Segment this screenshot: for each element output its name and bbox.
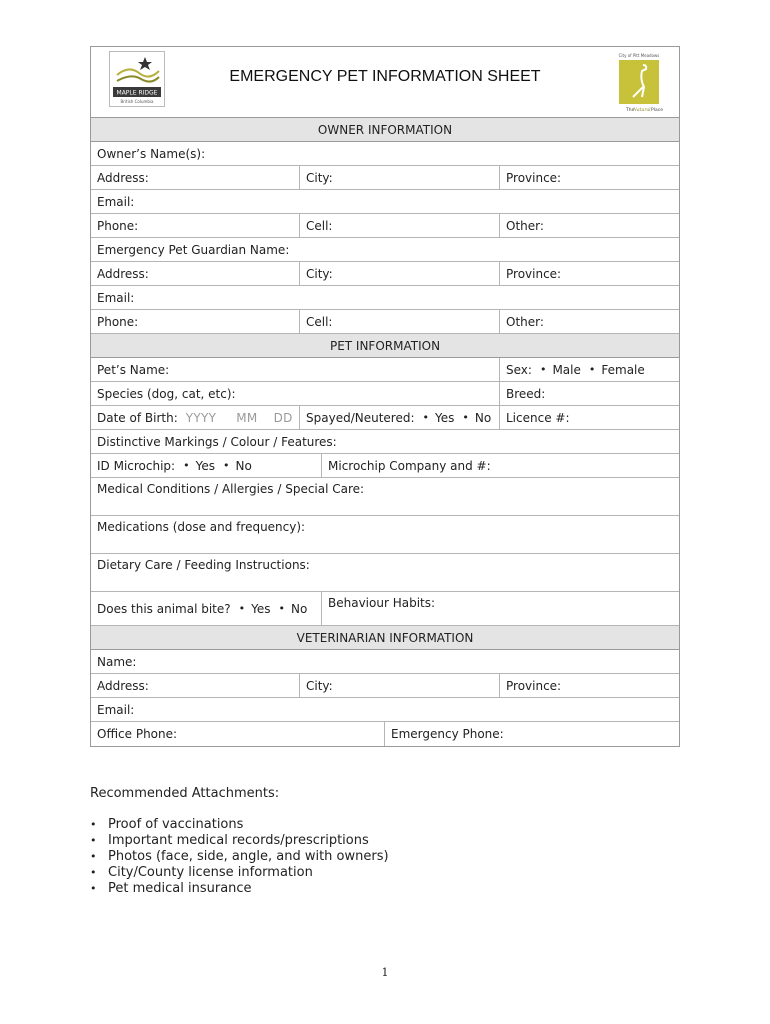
guardian-cell-field[interactable]: Cell: <box>300 310 500 333</box>
owner-section-heading: OWNER INFORMATION <box>91 118 679 142</box>
bullet-icon: • <box>90 818 97 831</box>
vet-emergency-phone-field[interactable]: Emergency Phone: <box>391 727 504 741</box>
sex-label: Sex: <box>506 362 532 377</box>
spayed-field <box>300 406 500 429</box>
logo-left-line1: MAPLE RIDGE <box>116 89 158 97</box>
logo-right-bottom-2: Natural <box>633 108 651 113</box>
pitt-meadows-logo <box>613 51 665 113</box>
medical-conditions-field[interactable]: Medical Conditions / Allergies / Special Care: <box>97 482 365 496</box>
bite-yes-checkbox[interactable]: • <box>238 602 246 615</box>
vet-address-field[interactable]: Address: <box>91 674 300 697</box>
microchip-label: ID Microchip: <box>97 458 176 473</box>
spayed-yes-checkbox[interactable]: • <box>422 411 429 424</box>
attachment-text: City/County license information <box>108 865 313 880</box>
chip-no-checkbox[interactable]: • <box>222 459 230 472</box>
owner-province-field[interactable]: Province: <box>506 170 562 185</box>
guardian-phone-field[interactable]: Phone: <box>91 310 300 333</box>
owner-city-field[interactable]: City: <box>300 166 500 189</box>
logo-right-top: City of Pitt Meadows <box>618 53 660 58</box>
recommended-attachments <box>90 786 680 897</box>
licence-field[interactable]: Licence #: <box>506 410 570 425</box>
bite-no-checkbox[interactable]: • <box>278 602 286 615</box>
attachment-text: Important medical records/prescriptions <box>108 833 369 848</box>
owner-names-field[interactable]: Owner’s Name(s): <box>97 146 206 161</box>
owner-other-field[interactable]: Other: <box>506 218 544 233</box>
guardian-email-field[interactable]: Email: <box>97 290 135 305</box>
female-label: Female <box>601 362 645 377</box>
dob-day-hint: DD <box>273 410 293 425</box>
list-item <box>90 817 680 833</box>
dob-label: Date of Birth: <box>97 410 178 425</box>
owner-email-field[interactable]: Email: <box>97 194 135 209</box>
pet-sex-field <box>500 358 679 381</box>
vet-name-field[interactable]: Name: <box>97 654 137 669</box>
page-number: 1 <box>381 966 389 979</box>
pet-name-field[interactable]: Pet’s Name: <box>91 358 500 381</box>
vet-email-field[interactable]: Email: <box>97 702 135 717</box>
dietary-field[interactable]: Dietary Care / Feeding Instructions: <box>97 558 310 572</box>
male-label: Male <box>552 362 581 377</box>
bullet-icon: • <box>90 850 97 863</box>
breed-field[interactable]: Breed: <box>506 386 546 401</box>
pet-information-form <box>90 46 680 747</box>
guardian-province-field[interactable]: Province: <box>506 266 562 281</box>
chip-no-label: No <box>235 458 252 473</box>
bite-no-label: No <box>291 601 308 616</box>
vet-office-phone-field[interactable]: Office Phone: <box>91 722 385 746</box>
dob-year-hint: YYYY <box>185 410 217 425</box>
guardian-address-field[interactable]: Address: <box>91 262 300 285</box>
female-checkbox[interactable]: • <box>588 363 596 376</box>
guardian-city-field[interactable]: City: <box>300 262 500 285</box>
vet-section-heading: VETERINARIAN INFORMATION <box>91 626 679 650</box>
vet-province-field[interactable]: Province: <box>506 678 562 693</box>
logo-left-line2: British Columbia <box>120 99 154 104</box>
markings-field[interactable]: Distinctive Markings / Colour / Features: <box>97 434 337 449</box>
attachment-text: Proof of vaccinations <box>108 817 244 832</box>
logo-right-bottom-1: The <box>626 108 635 113</box>
bite-yes-label: Yes <box>251 601 271 616</box>
attachments-heading: Recommended Attachments: <box>90 786 280 801</box>
microchip-company-field[interactable]: Microchip Company and #: <box>328 458 491 473</box>
attachments-list <box>90 817 680 897</box>
pet-section-heading: PET INFORMATION <box>91 334 679 358</box>
bite-label: Does this animal bite? <box>97 601 231 616</box>
bullet-icon: • <box>90 866 97 879</box>
species-field[interactable]: Species (dog, cat, etc): <box>91 382 500 405</box>
dob-month-hint: MM <box>236 410 258 425</box>
bullet-icon: • <box>90 834 97 847</box>
logo-right-bottom-3: Place <box>651 108 663 113</box>
spayed-label: Spayed/Neutered: <box>306 410 415 425</box>
bullet-icon: • <box>90 882 97 895</box>
owner-address-field[interactable]: Address: <box>91 166 300 189</box>
spayed-no-checkbox[interactable]: • <box>462 411 469 424</box>
chip-yes-label: Yes <box>195 458 215 473</box>
chip-yes-checkbox[interactable]: • <box>183 459 190 472</box>
guardian-name-field[interactable]: Emergency Pet Guardian Name: <box>97 242 290 257</box>
guardian-other-field[interactable]: Other: <box>506 314 544 329</box>
list-item <box>90 849 680 865</box>
page-title: EMERGENCY PET INFORMATION SHEET <box>229 68 541 85</box>
bite-field <box>91 592 322 625</box>
owner-cell-field[interactable]: Cell: <box>300 214 500 237</box>
attachment-text: Photos (face, side, angle, and with owners) <box>108 849 389 864</box>
behaviour-field[interactable]: Behaviour Habits: <box>328 596 436 610</box>
date-of-birth-field[interactable] <box>91 406 300 429</box>
attachment-text: Pet medical insurance <box>108 881 252 896</box>
list-item <box>90 881 680 897</box>
medications-field[interactable]: Medications (dose and frequency): <box>97 520 306 534</box>
spayed-no-label: No <box>474 410 492 425</box>
male-checkbox[interactable]: • <box>539 363 547 376</box>
list-item <box>90 833 680 849</box>
list-item <box>90 865 680 881</box>
form-header <box>91 47 679 118</box>
microchip-field <box>91 454 322 477</box>
vet-city-field[interactable]: City: <box>300 674 500 697</box>
spayed-yes-label: Yes <box>435 410 455 425</box>
owner-phone-field[interactable]: Phone: <box>91 214 300 237</box>
